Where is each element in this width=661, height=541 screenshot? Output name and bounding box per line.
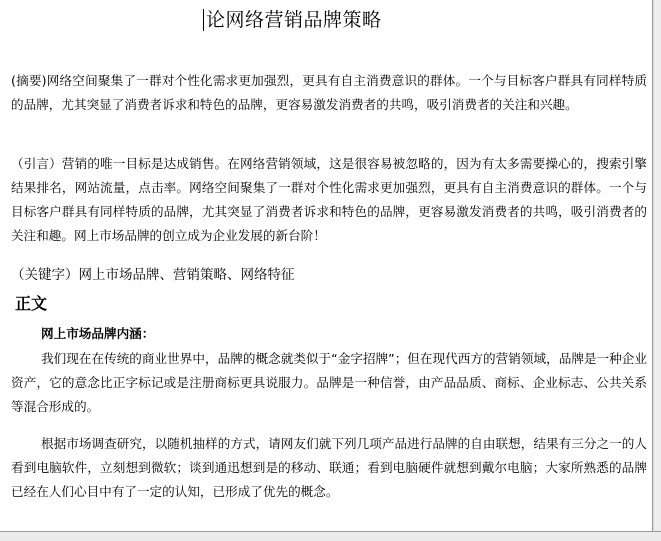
introduction-paragraph: （引言）营销的唯一目标是达成销售。在网络营销领域，这是很容易被忽略的，因为有太多需要操心的，搜索引擎结果排名，网站流量，点击率。网络空间聚集了一群对个性化需求更加强烈，更具有自主消费意识的群体。一个与目标客户群具有同样特质的品牌，尤其突显了消费者诉求和特色的品牌，更容易激发消费者的共鸣，吸引消费者的关注和趣。网上市场品牌的创立成为企业发展的新台阶！ (11, 156, 647, 243)
body-paragraph: 我们现在在传统的商业世界中，品牌的概念就类似于“金字招牌”；但在现代西方的营销领域，品牌是一种企业资产，它的意念比正字标记或是注册商标更具说服力。品牌是一种信誉，由产品品质、商标、企业标志、公共关系等混合形成的。 (11, 351, 647, 414)
keywords-line: （关键字）网上市场品牌、营销策略、网络特征 (11, 267, 295, 283)
body-paragraph: 根据市场调查研究，以随机抽样的方式，请网友们就下列几项产品进行品牌的自由联想，结果有三分之一的人看到电脑软件，立刻想到微软；谈到通迅想到是的移动、联通；看到电脑硬件就想到戴尔电脑；大家所熟悉的品牌已经在人们心目中有了一定的认知，已形成了优先的概念。 (11, 436, 647, 499)
abstract-paragraph: (摘要)网络空间聚集了一群对个性化需求更加强烈，更具有自主消费意识的群体。一个与目标客户群具有同样特质的品牌，尤其突显了消费者诉求和特色的品牌，更容易激发消费者的共鸣，吸引消费者的关注和兴趣。 (11, 73, 647, 112)
page-edge-right (652, 0, 661, 541)
document-title: 论网络营销品牌策略 (206, 9, 382, 31)
text-cursor (203, 9, 204, 31)
sub-heading: 网上市场品牌内涵： (41, 326, 155, 341)
section-heading: 正文 (15, 294, 48, 313)
page-edge-bottom (0, 531, 661, 541)
